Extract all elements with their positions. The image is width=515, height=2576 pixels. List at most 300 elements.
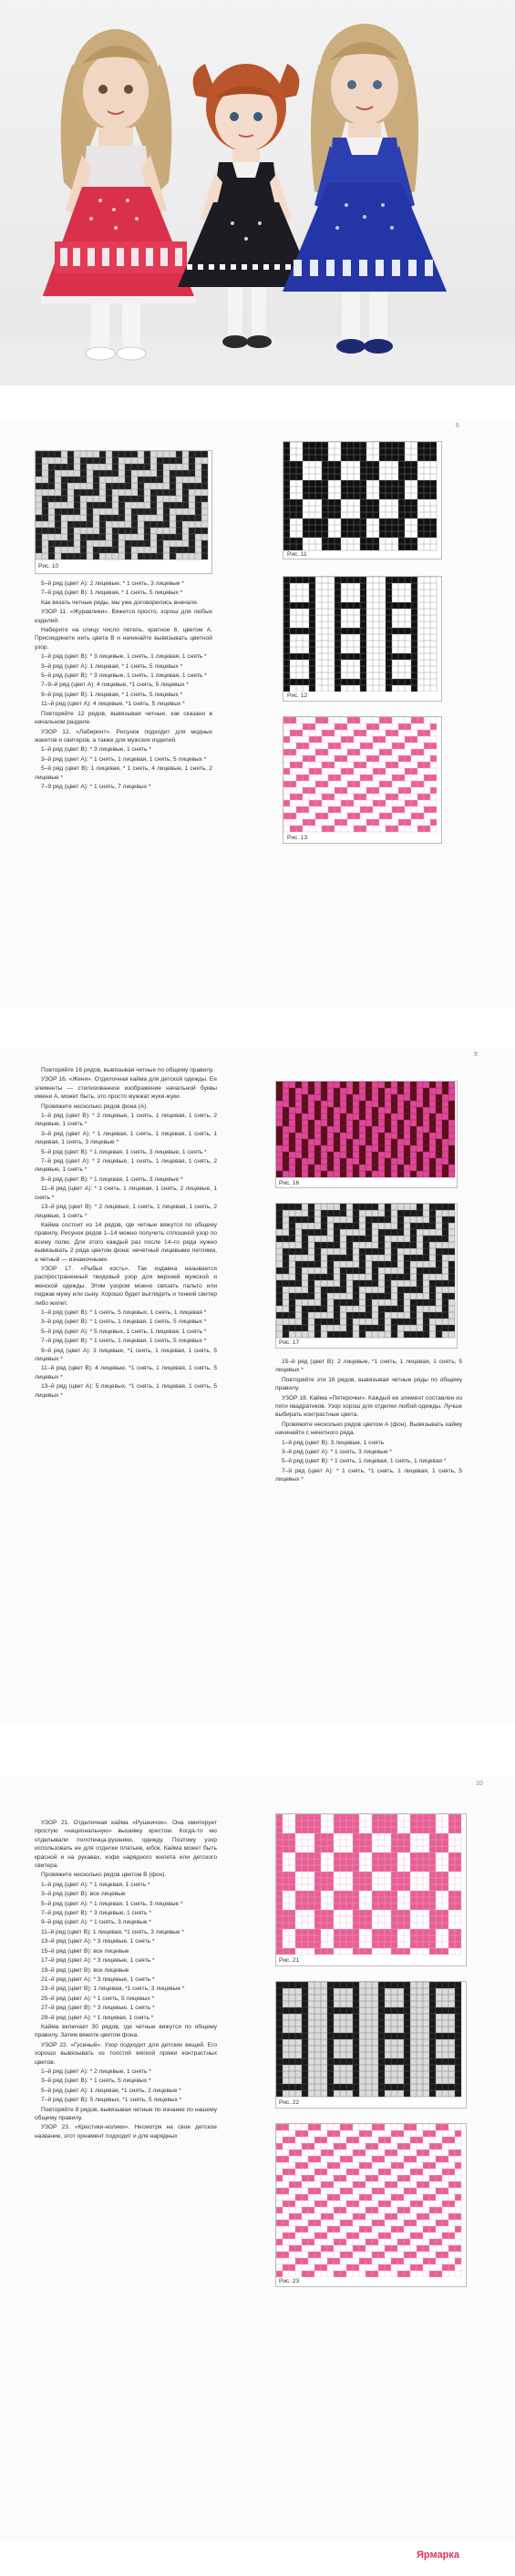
pattern-cell bbox=[366, 2194, 372, 2201]
pattern-cell bbox=[334, 1145, 340, 1152]
pattern-cell bbox=[436, 1145, 442, 1152]
pattern-cell bbox=[404, 2143, 410, 2150]
pattern-cell bbox=[410, 1859, 417, 1865]
pattern-cell bbox=[327, 2033, 334, 2039]
pattern-cell bbox=[340, 1865, 346, 1872]
pattern-cell bbox=[378, 1242, 385, 1248]
pattern-cell bbox=[436, 1916, 442, 1923]
pattern-cell bbox=[405, 512, 411, 518]
pattern-cell bbox=[334, 1891, 340, 1897]
pattern-cell bbox=[436, 2156, 442, 2162]
pattern-cell bbox=[346, 1107, 353, 1114]
pattern-cell bbox=[335, 602, 341, 609]
pattern-cell bbox=[283, 641, 290, 647]
pattern-cell bbox=[430, 819, 437, 826]
pattern-cell bbox=[283, 717, 290, 724]
pattern-cell bbox=[404, 2124, 410, 2130]
pattern-cell bbox=[144, 508, 150, 515]
pattern-cell bbox=[410, 1299, 417, 1306]
pattern-cell bbox=[48, 470, 55, 477]
pattern-cell bbox=[424, 531, 430, 538]
pattern-cell bbox=[327, 1120, 334, 1126]
pattern-cell bbox=[295, 1274, 302, 1280]
pattern-cell bbox=[112, 534, 118, 540]
pattern-cell bbox=[404, 1145, 410, 1152]
pattern-cell bbox=[182, 470, 189, 477]
pattern-cell bbox=[321, 2169, 327, 2175]
pattern-cell bbox=[276, 1948, 283, 1955]
pattern-cell bbox=[385, 2181, 391, 2188]
pattern-cell bbox=[404, 1916, 410, 1923]
pattern-cell bbox=[385, 1158, 391, 1165]
pattern-cell bbox=[378, 2090, 385, 2097]
pattern-cell bbox=[290, 781, 296, 787]
pattern-cell bbox=[391, 1139, 397, 1145]
pattern-cell bbox=[99, 515, 106, 521]
pattern-cell bbox=[346, 1139, 353, 1145]
pattern-cell bbox=[315, 442, 322, 448]
pattern-cell bbox=[283, 813, 290, 819]
pattern-cell bbox=[322, 826, 328, 832]
pattern-cell bbox=[308, 2124, 314, 2130]
pattern-cell bbox=[315, 487, 322, 493]
pattern-cell bbox=[276, 1916, 283, 1923]
pattern-cell bbox=[398, 628, 405, 634]
pattern-cell bbox=[417, 1859, 423, 1865]
text-column-left bbox=[35, 1066, 217, 1401]
pattern-cell bbox=[303, 806, 309, 813]
pattern-cell bbox=[308, 2156, 314, 2162]
pattern-cell bbox=[296, 461, 303, 467]
pattern-cell bbox=[341, 800, 347, 806]
pattern-cell bbox=[397, 1210, 404, 1216]
pattern-cell bbox=[404, 2071, 410, 2078]
pattern-cell bbox=[99, 528, 106, 534]
pattern-cell bbox=[398, 577, 405, 583]
figure-label: Рис. 12 bbox=[287, 693, 308, 699]
pattern-cell bbox=[354, 448, 360, 455]
pattern-cell bbox=[302, 1929, 308, 1935]
pattern-cell bbox=[378, 1852, 385, 1859]
pattern-cell bbox=[366, 467, 373, 474]
pattern-cell bbox=[442, 2124, 448, 2130]
pattern-cell bbox=[353, 1120, 359, 1126]
pattern-cell bbox=[42, 502, 48, 508]
pattern-cell bbox=[429, 1982, 436, 1988]
pattern-cell bbox=[398, 653, 405, 660]
pattern-cell bbox=[391, 1814, 397, 1821]
pattern-cell bbox=[157, 457, 163, 464]
pattern-cell bbox=[42, 496, 48, 502]
pattern-cell bbox=[125, 477, 131, 483]
pattern-cell bbox=[423, 1942, 429, 1948]
pattern-cell bbox=[448, 1152, 455, 1158]
pattern-cell bbox=[442, 2137, 448, 2143]
pattern-cell bbox=[423, 1088, 429, 1094]
pattern-cell bbox=[353, 1312, 359, 1319]
pattern-cell bbox=[410, 1223, 417, 1229]
pattern-cell bbox=[150, 521, 157, 528]
pattern-cell bbox=[360, 461, 366, 467]
pattern-cell bbox=[80, 540, 87, 547]
pattern-cell bbox=[347, 455, 354, 461]
pattern-cell bbox=[391, 2007, 397, 2014]
pattern-cell bbox=[328, 467, 335, 474]
pattern-cell bbox=[378, 2039, 385, 2046]
pattern-cell bbox=[424, 525, 430, 531]
pattern-cell bbox=[340, 2207, 346, 2213]
pattern-cell bbox=[405, 538, 411, 544]
pattern-cell bbox=[429, 1852, 436, 1859]
pattern-cell bbox=[289, 1236, 295, 1242]
pattern-cell bbox=[289, 1306, 295, 1312]
pattern-cell bbox=[309, 621, 315, 628]
pattern-cell bbox=[341, 602, 347, 609]
pattern-cell bbox=[423, 1101, 429, 1107]
pattern-cell bbox=[163, 502, 170, 508]
pattern-cell bbox=[315, 493, 322, 499]
pattern-cell bbox=[386, 653, 392, 660]
pattern-cell bbox=[378, 2014, 385, 2020]
pattern-cell bbox=[385, 2169, 391, 2175]
pattern-cell bbox=[340, 1935, 346, 1942]
pattern-cell bbox=[334, 2239, 340, 2245]
pattern-cell bbox=[436, 2033, 442, 2039]
pattern-cell bbox=[429, 1293, 436, 1299]
pattern-cell bbox=[372, 1280, 378, 1287]
pattern-cell bbox=[346, 1859, 353, 1865]
pattern-cell bbox=[309, 685, 315, 692]
pattern-cell bbox=[429, 1995, 436, 2001]
pattern-cell bbox=[334, 1821, 340, 1827]
pattern-cell bbox=[346, 2220, 353, 2226]
pattern-cell bbox=[404, 1114, 410, 1120]
pattern-cell bbox=[308, 2143, 314, 2150]
pattern-cell bbox=[391, 1827, 397, 1833]
pattern-cell bbox=[163, 521, 170, 528]
pattern-cell bbox=[195, 483, 201, 489]
pattern-cell bbox=[455, 2150, 461, 2156]
pattern-cell bbox=[276, 1094, 283, 1101]
text-paragraph: 19–й ряд (цвет В): все лицевые bbox=[41, 1966, 129, 1974]
pattern-cell bbox=[455, 1988, 461, 1995]
pattern-cell bbox=[391, 2226, 397, 2232]
pattern-cell bbox=[327, 2181, 334, 2188]
pattern-cell bbox=[411, 499, 417, 506]
pattern-cell bbox=[335, 506, 341, 512]
pattern-cell bbox=[327, 2078, 334, 2084]
pattern-cell bbox=[386, 518, 392, 525]
pattern-cell bbox=[386, 666, 392, 672]
pattern-cell bbox=[455, 2007, 461, 2014]
pattern-cell bbox=[372, 1852, 378, 1859]
pattern-cell bbox=[366, 1846, 372, 1852]
site-logo[interactable] bbox=[417, 2550, 508, 2566]
pattern-cell bbox=[354, 679, 360, 685]
pattern-cell bbox=[87, 489, 93, 496]
pattern-cell bbox=[385, 1287, 391, 1293]
pattern-cell bbox=[283, 442, 290, 448]
pattern-cell bbox=[334, 1229, 340, 1236]
pattern-cell bbox=[360, 806, 366, 813]
pattern-cell bbox=[353, 1216, 359, 1223]
pattern-cell bbox=[404, 2058, 410, 2065]
pattern-cell bbox=[436, 1152, 442, 1158]
pattern-cell bbox=[283, 538, 290, 544]
pattern-cell bbox=[309, 672, 315, 679]
pattern-cell bbox=[315, 518, 322, 525]
pattern-cell bbox=[417, 1280, 423, 1287]
text-paragraph: 1–й ряд (цвет В): * 1 снять, 5 лицевых, 1 снять, 1 лицевая * bbox=[41, 1309, 207, 1316]
pattern-cell bbox=[455, 2213, 461, 2220]
pattern-cell bbox=[334, 2162, 340, 2169]
pattern-cell bbox=[398, 480, 405, 487]
pattern-cell bbox=[455, 1827, 461, 1833]
pattern-cell bbox=[276, 1814, 283, 1821]
pattern-cell bbox=[87, 515, 93, 521]
pattern-cell bbox=[410, 2188, 417, 2194]
pattern-cell bbox=[372, 1865, 378, 1872]
pattern-cell bbox=[309, 819, 315, 826]
pattern-cell bbox=[429, 1935, 436, 1942]
pattern-cell bbox=[354, 531, 360, 538]
pattern-cell bbox=[315, 455, 322, 461]
pattern-cell bbox=[328, 506, 335, 512]
pattern-cell bbox=[99, 534, 106, 540]
pattern-cell bbox=[283, 2252, 289, 2258]
pattern-cell bbox=[276, 1299, 283, 1306]
pattern-cell bbox=[295, 1204, 302, 1210]
pattern-cell bbox=[74, 502, 80, 508]
pattern-cell bbox=[296, 467, 303, 474]
pattern-cell bbox=[359, 2245, 366, 2252]
pattern-cell bbox=[334, 2175, 340, 2181]
pattern-cell bbox=[448, 1929, 455, 1935]
pattern-cell bbox=[283, 1325, 289, 1331]
pattern-cell bbox=[397, 2007, 404, 2014]
pattern-cell bbox=[429, 2046, 436, 2052]
pattern-cell bbox=[385, 1827, 391, 1833]
pattern-cell bbox=[157, 553, 163, 559]
pattern-cell bbox=[429, 1126, 436, 1133]
pattern-cell bbox=[436, 2058, 442, 2065]
pattern-cell bbox=[430, 743, 437, 749]
pattern-cell bbox=[436, 1204, 442, 1210]
pattern-cell bbox=[322, 717, 328, 724]
pattern-cell bbox=[366, 1884, 372, 1891]
pattern-cell bbox=[392, 577, 398, 583]
pattern-cell bbox=[321, 1299, 327, 1306]
pattern-cell bbox=[378, 2252, 385, 2258]
pattern-cell bbox=[346, 1152, 353, 1158]
pattern-cell bbox=[410, 2156, 417, 2162]
pattern-cell bbox=[448, 1982, 455, 1988]
pattern-cell bbox=[417, 1152, 423, 1158]
pattern-cell bbox=[391, 1846, 397, 1852]
pattern-cell bbox=[423, 1319, 429, 1325]
pattern-cell bbox=[360, 538, 366, 544]
pattern-cell bbox=[346, 2201, 353, 2207]
pattern-cell bbox=[335, 628, 341, 634]
text-paragraph: 11–й ряд (цвет В): 1 лицевая, *1 снять, 3 лицевые * bbox=[41, 1928, 184, 1935]
pattern-cell bbox=[360, 730, 366, 736]
pattern-cell bbox=[341, 480, 347, 487]
pattern-cell bbox=[379, 487, 386, 493]
pattern-cell bbox=[289, 1133, 295, 1139]
pattern-cell bbox=[429, 1916, 436, 1923]
pattern-cell bbox=[442, 1923, 448, 1929]
pattern-cell bbox=[386, 525, 392, 531]
pattern-cell bbox=[290, 826, 296, 832]
pattern-cell bbox=[276, 1942, 283, 1948]
pattern-cell bbox=[423, 1094, 429, 1101]
pattern-cell bbox=[397, 1299, 404, 1306]
pattern-cell bbox=[340, 2252, 346, 2258]
pattern-cell bbox=[372, 1261, 378, 1267]
pattern-cell bbox=[411, 647, 417, 653]
pattern-cell bbox=[385, 2007, 391, 2014]
pattern-cell bbox=[405, 724, 411, 730]
pattern-cell bbox=[308, 1287, 314, 1293]
pattern-cell bbox=[353, 1223, 359, 1229]
pattern-cell bbox=[144, 457, 150, 464]
pattern-cell bbox=[302, 2226, 308, 2232]
pattern-cell bbox=[378, 1935, 385, 1942]
pattern-cell bbox=[99, 457, 106, 464]
pattern-cell bbox=[366, 724, 373, 730]
text-paragraph: УЗОР 21. Отделочная кайма «Рушничок». Она имитирует простую «национальную» вышивку крестом. Когда-то ею отделывали полотенца-рушники, одежду. Поэтому узор использовать ее для отделки платьев, юбок. Кайма может быть красной и на рукавах, кофе нарядного жилета или детского свитера. bbox=[35, 1820, 217, 1870]
pattern-cell bbox=[334, 2143, 340, 2150]
pattern-cell bbox=[417, 525, 424, 531]
pattern-cell bbox=[404, 1982, 410, 1988]
pattern-cell bbox=[442, 1878, 448, 1884]
pattern-cell bbox=[391, 1094, 397, 1101]
pattern-cell bbox=[429, 2065, 436, 2071]
pattern-cell bbox=[429, 1210, 436, 1216]
pattern-cell bbox=[353, 1165, 359, 1171]
pattern-cell bbox=[366, 1216, 372, 1223]
pattern-cell bbox=[386, 621, 392, 628]
pattern-cell bbox=[189, 483, 195, 489]
pattern-cell bbox=[378, 2169, 385, 2175]
pattern-cell bbox=[448, 1935, 455, 1942]
pattern-cell bbox=[314, 2156, 321, 2162]
pattern-cell bbox=[131, 521, 138, 528]
pattern-cell bbox=[295, 1904, 302, 1910]
pattern-cell bbox=[283, 1884, 289, 1891]
pattern-cell bbox=[340, 2033, 346, 2039]
pattern-cell bbox=[341, 518, 347, 525]
pattern-grid bbox=[283, 717, 441, 834]
pattern-cell bbox=[429, 1216, 436, 1223]
pattern-cell bbox=[378, 2001, 385, 2007]
pattern-cell bbox=[353, 2014, 359, 2020]
pattern-cell bbox=[417, 455, 424, 461]
pattern-cell bbox=[410, 1935, 417, 1942]
pattern-cell bbox=[366, 2271, 372, 2277]
text-column bbox=[35, 580, 212, 792]
pattern-cell bbox=[417, 1274, 423, 1280]
pattern-cell bbox=[289, 2150, 295, 2156]
pattern-cell bbox=[157, 470, 163, 477]
pattern-cell bbox=[276, 2058, 283, 2065]
pattern-cell bbox=[309, 448, 315, 455]
pattern-cell bbox=[290, 794, 296, 800]
pattern-cell bbox=[397, 1884, 404, 1891]
pattern-cell bbox=[289, 1916, 295, 1923]
pattern-cell bbox=[283, 1152, 289, 1158]
pattern-cell bbox=[302, 2090, 308, 2097]
pattern-cell bbox=[353, 1897, 359, 1904]
text-paragraph: 1–й ряд (цвет В): * 3 лицевые, 1 снять, 1 лицевая, 1 снять * bbox=[41, 653, 207, 661]
pattern-cell bbox=[80, 470, 87, 477]
pattern-cell bbox=[189, 528, 195, 534]
pattern-cell bbox=[302, 1312, 308, 1319]
pattern-cell bbox=[201, 528, 208, 534]
pattern-cell bbox=[346, 2007, 353, 2014]
pattern-cell bbox=[359, 1101, 366, 1107]
pattern-cell bbox=[334, 1287, 340, 1293]
pattern-cell bbox=[340, 1852, 346, 1859]
pattern-cell bbox=[436, 1331, 442, 1338]
pattern-cell bbox=[309, 596, 315, 602]
figure-label: Рис. 21 bbox=[279, 1957, 300, 1964]
pattern-cell bbox=[295, 1942, 302, 1948]
pattern-cell bbox=[442, 2033, 448, 2039]
pattern-cell bbox=[283, 518, 290, 525]
pattern-cell bbox=[67, 508, 74, 515]
pattern-cell bbox=[372, 2188, 378, 2194]
pattern-cell bbox=[295, 2226, 302, 2232]
pattern-cell bbox=[80, 477, 87, 483]
pattern-cell bbox=[99, 470, 106, 477]
pattern-cell bbox=[366, 1088, 372, 1094]
pattern-cell bbox=[346, 1827, 353, 1833]
pattern-cell bbox=[378, 1088, 385, 1094]
pattern-cell bbox=[360, 775, 366, 781]
pattern-cell bbox=[391, 2194, 397, 2201]
pattern-cell bbox=[125, 464, 131, 470]
pattern-cell bbox=[74, 521, 80, 528]
pattern-cell bbox=[276, 1865, 283, 1872]
pattern-cell bbox=[296, 775, 303, 781]
pattern-cell bbox=[276, 2239, 283, 2245]
pattern-cell bbox=[309, 653, 315, 660]
pattern-cell bbox=[366, 1139, 372, 1145]
pattern-cell bbox=[170, 457, 176, 464]
pattern-cell bbox=[423, 1255, 429, 1261]
pattern-cell bbox=[366, 787, 373, 794]
pattern-cell bbox=[283, 1158, 289, 1165]
pattern-cell bbox=[359, 1325, 366, 1331]
pattern-cell bbox=[423, 1312, 429, 1319]
text-paragraph: Повторяйте 16 рядов, вывязывая четные по общему правилу. bbox=[41, 1067, 214, 1073]
pattern-cell bbox=[398, 544, 405, 550]
pattern-cell bbox=[289, 1884, 295, 1891]
pattern-cell bbox=[302, 2058, 308, 2065]
page-number: 9 bbox=[474, 1052, 478, 1058]
pattern-cell bbox=[429, 1840, 436, 1846]
pattern-cell bbox=[283, 480, 290, 487]
pattern-cell bbox=[340, 1274, 346, 1280]
pattern-cell bbox=[302, 1325, 308, 1331]
pattern-cell bbox=[112, 464, 118, 470]
pattern-cell bbox=[423, 1331, 429, 1338]
pattern-cell bbox=[386, 590, 392, 596]
pattern-cell bbox=[296, 794, 303, 800]
pattern-cell bbox=[391, 1865, 397, 1872]
pattern-cell bbox=[335, 787, 341, 794]
